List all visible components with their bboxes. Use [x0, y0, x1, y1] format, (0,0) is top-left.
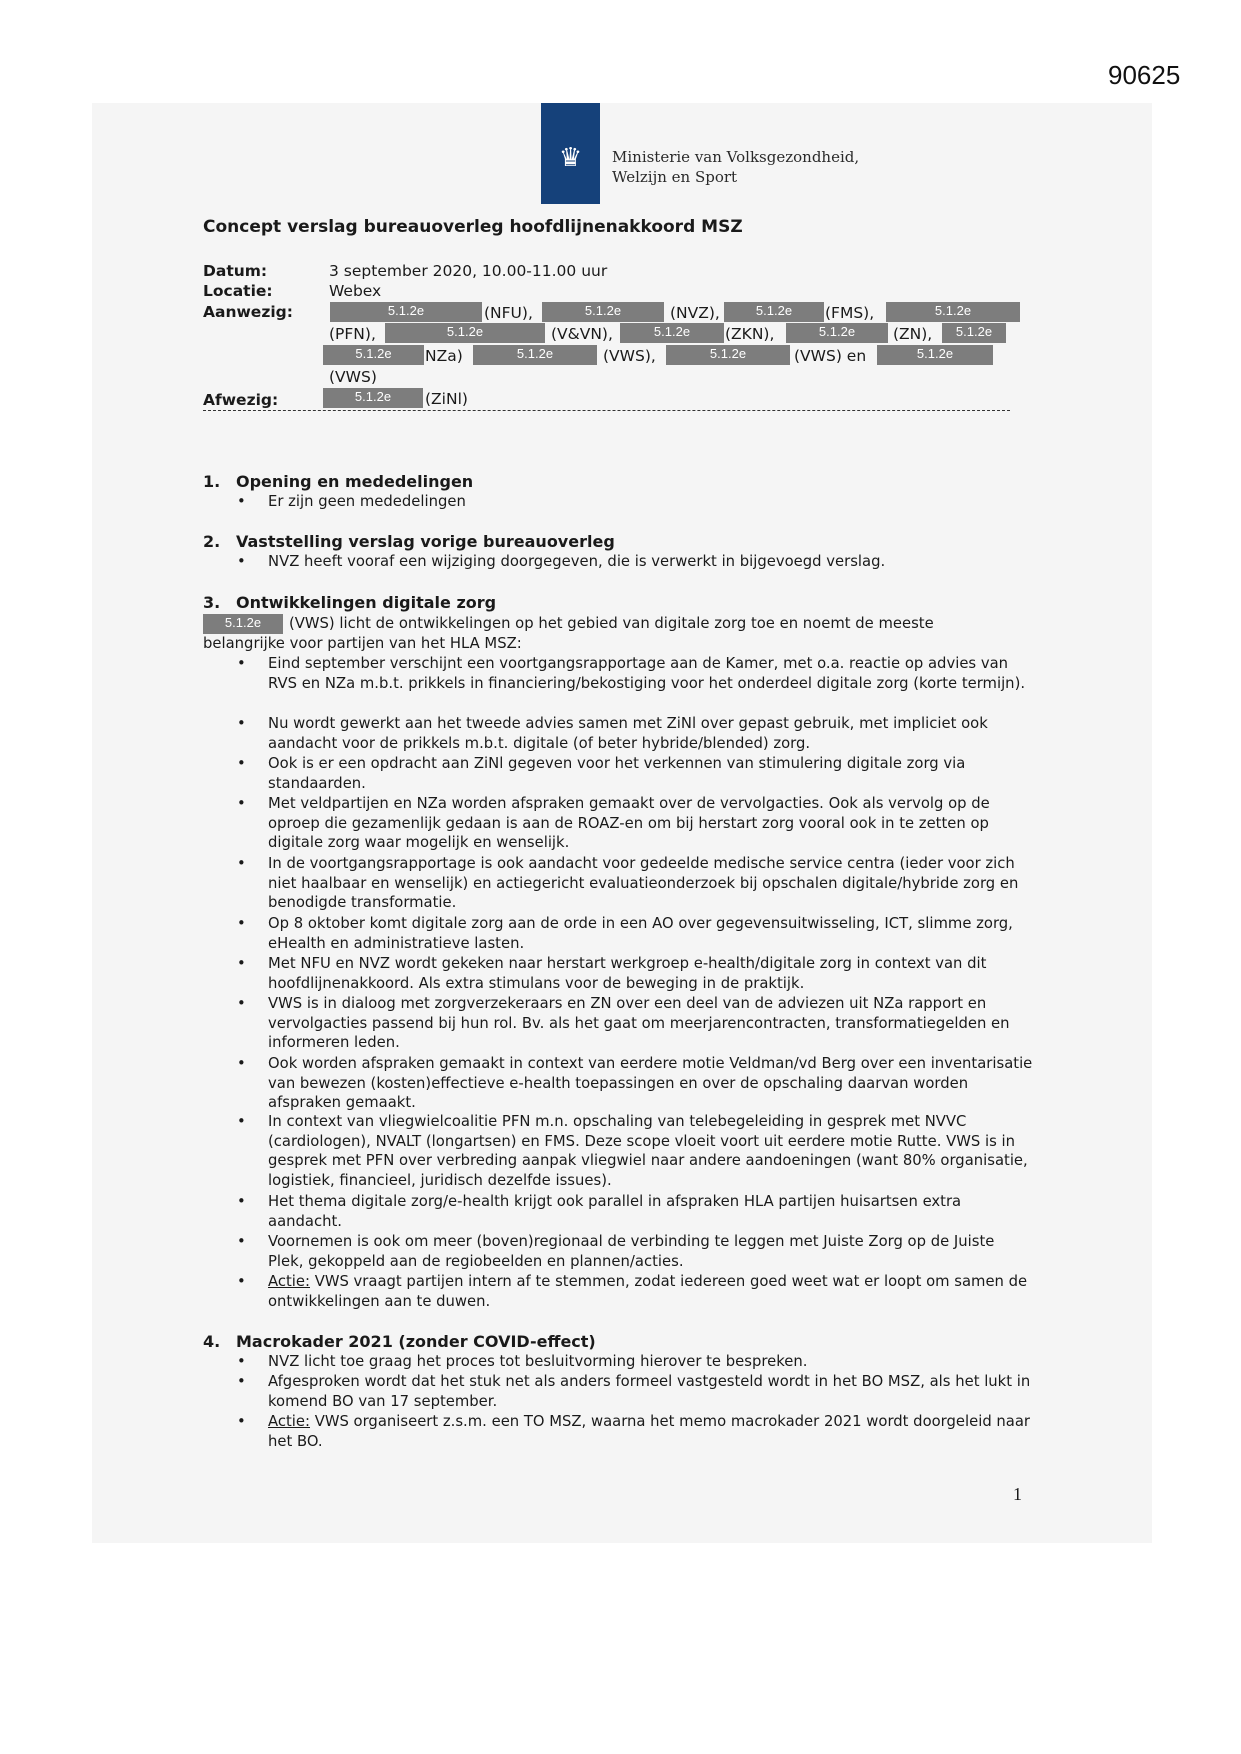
- redaction-block: 5.1.2e: [942, 323, 1006, 343]
- bullet-text: Eind september verschijnt een voortgangsrapportage aan de Kamer, met o.a. reactie op advies van RVS en NZa m.b.t. prikkels in financiering/bekostiging voor het onderdeel digitale zorg (korte termijn).: [268, 655, 1026, 692]
- section-number: 4.: [203, 1332, 221, 1351]
- bullet-icon: •: [237, 915, 246, 932]
- section-number: 3.: [203, 593, 221, 612]
- bullet-text: Met veldpartijen en NZa worden afspraken gemaakt over de vervolgacties. Ook als vervolg op de oproep die gezamenlijk gedaan is aan de ROAZ-en om bij herstart zorg vooral ook in te zetten op digitale zorg waar mogelijk en wenselijk.: [268, 795, 990, 852]
- attendee-org: (ZKN),: [725, 325, 775, 343]
- bullet-icon: •: [237, 995, 246, 1012]
- bullet-text: Nu wordt gewerkt aan het tweede advies samen met ZiNl over gepast gebruik, met impliciet ook aandacht voor de prikkels m.b.t. digitale (of beter hybride/blended) zorg.: [268, 715, 988, 752]
- attendee-org: (VWS): [329, 368, 377, 386]
- ministry-line-1: Ministerie van Volksgezondheid,: [612, 148, 860, 166]
- attendee-org: (VWS) en: [794, 347, 867, 365]
- meta-locatie: [203, 282, 381, 300]
- redaction-block: 5.1.2e: [724, 302, 824, 322]
- ministry-name: [612, 147, 859, 187]
- bullet-icon: •: [237, 1113, 246, 1130]
- action-text: [268, 1272, 1033, 1311]
- bullet-text: VWS is in dialoog met zorgverzekeraars en ZN over een deel van de adviezen uit NZa rapport en vervolgacties passend bij hun rol. Bv. als het gaat om meerjarencontracten, transformatiegelden en informeren leden.: [268, 995, 1010, 1052]
- attendee-org: (NFU),: [484, 304, 533, 322]
- bullet-text: Met NFU en NVZ wordt gekeken naar herstart werkgroep e-health/digitale zorg in context van dit hoofdlijnenakkoord. Als extra stimulans voor de beweging in de praktijk.: [268, 955, 987, 992]
- redaction-block: 5.1.2e: [330, 302, 482, 322]
- attendee-org: (VWS),: [603, 347, 656, 365]
- bullet-text: Het thema digitale zorg/e-health krijgt ook parallel in afspraken HLA partijen huisartsen extra aandacht.: [268, 1193, 962, 1230]
- section-intro-cont: belangrijke voor partijen van het HLA MSZ:: [203, 635, 522, 652]
- bullet-icon: •: [237, 553, 246, 570]
- bullet-icon: •: [237, 1193, 246, 1210]
- document-title: Concept verslag bureauoverleg hoofdlijnenakkoord MSZ: [203, 217, 743, 237]
- redaction-block: 5.1.2e: [203, 614, 283, 634]
- redaction-block: 5.1.2e: [620, 323, 724, 343]
- bullet-icon: •: [237, 755, 246, 772]
- datum-value: 3 september 2020, 10.00-11.00 uur: [329, 262, 608, 280]
- redaction-block: 5.1.2e: [786, 323, 888, 343]
- attendee-org: NZa): [425, 347, 463, 365]
- section-heading: [203, 472, 473, 491]
- attendee-org: (NVZ),: [670, 304, 720, 322]
- document-number: 90625: [1108, 60, 1181, 90]
- bullet-text: NVZ heeft vooraf een wijziging doorgegeven, die is verwerkt in bijgevoegd verslag.: [268, 553, 886, 570]
- meta-aanwezig: [203, 303, 329, 321]
- section-number: 1.: [203, 472, 221, 491]
- bullet-icon: •: [237, 1055, 246, 1072]
- section-title: Vaststelling verslag vorige bureauoverleg: [236, 532, 615, 551]
- bullet-icon: •: [237, 1413, 246, 1430]
- bullet-text: In de voortgangsrapportage is ook aandacht voor gedeelde medische service centra (ieder voor zich niet haalbaar en wenselijk) en actiegericht evaluatieonderzoek bij opschalen digitale/hybride zorg en benodigde transformatie.: [268, 855, 1019, 912]
- redaction-block: 5.1.2e: [323, 345, 424, 365]
- section-heading: [203, 1332, 596, 1351]
- bullet-text: Afgesproken wordt dat het stuk net als anders formeel vastgesteld wordt in het BO MSZ, als het lukt in komend BO van 17 september.: [268, 1373, 1031, 1410]
- section-title: Macrokader 2021 (zonder COVID-effect): [236, 1332, 596, 1351]
- bullet-text: Ook worden afspraken gemaakt in context van eerdere motie Veldman/vd Berg over een inventarisatie van bewezen (kosten)effectieve e-health toepassingen en over de opschaling daarvan worden afspraken gemaakt.: [268, 1055, 1033, 1112]
- action-label: Actie:: [268, 1273, 310, 1290]
- bullet-icon: •: [237, 715, 246, 732]
- bullet-text: Voornemen is ook om meer (boven)regionaal de verbinding te leggen met Juiste Zorg op de Juiste Plek, gekoppeld aan de regiobeelden en plannen/acties.: [268, 1233, 995, 1270]
- section-title: Ontwikkelingen digitale zorg: [236, 593, 497, 612]
- locatie-value: Webex: [329, 282, 382, 300]
- meta-afwezig: [203, 391, 329, 409]
- redaction-block: 5.1.2e: [323, 388, 423, 408]
- separator-line: [203, 410, 1010, 411]
- meta-datum: [203, 262, 607, 280]
- bullet-icon: •: [237, 1273, 246, 1290]
- datum-label: Datum:: [203, 262, 268, 280]
- afwezig-label: Afwezig:: [203, 391, 279, 409]
- bullet-icon: •: [237, 955, 246, 972]
- section-intro: (VWS) licht de ontwikkelingen op het gebied van digitale zorg toe en noemt de meeste: [289, 615, 934, 632]
- section-title: Opening en mededelingen: [236, 472, 474, 491]
- attendee-org: (PFN),: [329, 325, 376, 343]
- bullet-icon: •: [237, 1353, 246, 1370]
- bullet-text: Op 8 oktober komt digitale zorg aan de orde in een AO over gegevensuitwisseling, ICT, slimme zorg, eHealth en administratieve lasten.: [268, 915, 1013, 952]
- action-text: [268, 1412, 1033, 1451]
- bullet-text: Ook is er een opdracht aan ZiNl gegeven voor het verkennen van stimulering digitale zorg via standaarden.: [268, 755, 966, 792]
- redaction-block: 5.1.2e: [473, 345, 597, 365]
- aanwezig-label: Aanwezig:: [203, 303, 293, 321]
- page-number: 1: [1013, 1484, 1022, 1504]
- absent-org: (ZiNl): [425, 390, 468, 408]
- redaction-block: 5.1.2e: [385, 323, 545, 343]
- action-body: VWS vraagt partijen intern af te stemmen, zodat iedereen goed weet wat er loopt om samen de ontwikkelingen aan te duwen.: [268, 1273, 1028, 1310]
- bullet-icon: •: [237, 655, 246, 672]
- attendee-org: (ZN),: [893, 325, 933, 343]
- locatie-label: Locatie:: [203, 282, 273, 300]
- bullet-text: NVZ licht toe graag het proces tot besluitvorming hierover te bespreken.: [268, 1353, 808, 1370]
- crest-icon: ♛: [558, 143, 583, 173]
- ministry-line-2: Welzijn en Sport: [612, 168, 738, 186]
- bullet-text: Er zijn geen mededelingen: [268, 493, 466, 510]
- bullet-icon: •: [237, 493, 246, 510]
- attendee-org: (FMS),: [825, 304, 875, 322]
- section-heading: [203, 593, 496, 612]
- attendee-org: (V&VN),: [551, 325, 613, 343]
- redaction-block: 5.1.2e: [666, 345, 790, 365]
- ministry-logo: [541, 103, 600, 204]
- bullet-text: In context van vliegwielcoalitie PFN m.n. opschaling van telebegeleiding in gesprek met NVVC (cardiologen), NVALT (longartsen) en FMS. Deze scope vloeit voort uit eerdere motie Rutte. VWS is in gesprek met PFN over verbreding aanpak vliegwiel naar andere aandoeningen (want 80% organisatie, logistiek, financieel, juridisch dezelfde issues).: [268, 1113, 1028, 1190]
- bullet-icon: •: [237, 855, 246, 872]
- section-number: 2.: [203, 532, 221, 551]
- redaction-block: 5.1.2e: [886, 302, 1020, 322]
- bullet-icon: •: [237, 1233, 246, 1250]
- action-label: Actie:: [268, 1413, 310, 1430]
- bullet-icon: •: [237, 1373, 246, 1390]
- redaction-block: 5.1.2e: [877, 345, 993, 365]
- redaction-block: 5.1.2e: [542, 302, 664, 322]
- bullet-icon: •: [237, 795, 246, 812]
- section-heading: [203, 532, 615, 551]
- action-body: VWS organiseert z.s.m. een TO MSZ, waarna het memo macrokader 2021 wordt doorgeleid naar het BO.: [268, 1413, 1031, 1450]
